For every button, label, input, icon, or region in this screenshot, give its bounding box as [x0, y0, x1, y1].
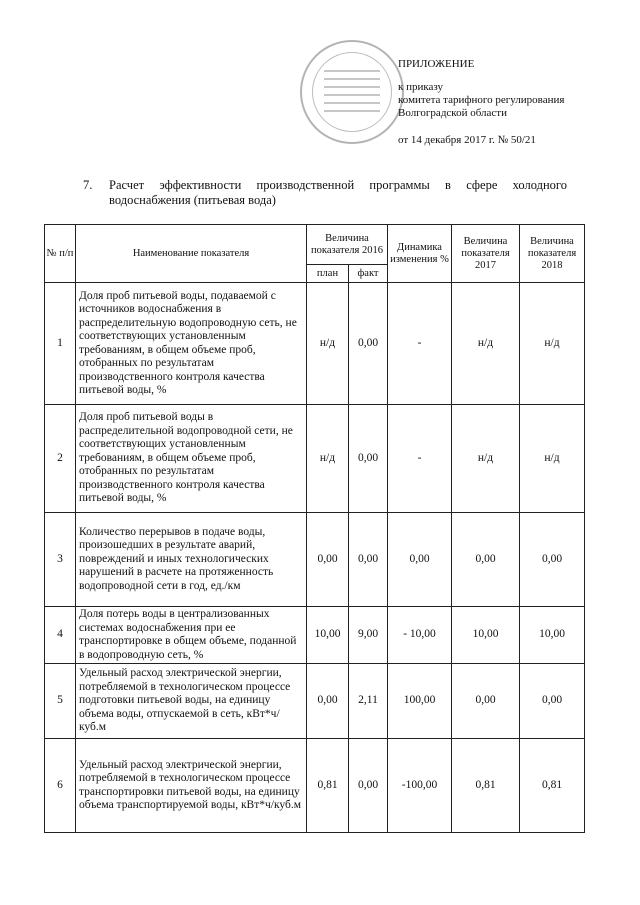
row-name: Удельный расход электрической энергии, потребляемой в технологическом процессе транспортировки питьевой воды, на единицу объема транспортируемой воды, кВт*ч/куб.м — [76, 739, 307, 833]
row-value-2017: 0,00 — [452, 513, 520, 607]
row-value-2017: 10,00 — [452, 607, 520, 664]
section-heading — [83, 178, 567, 208]
row-num: 6 — [45, 739, 76, 833]
table-row — [45, 283, 585, 405]
row-fact: 9,00 — [349, 607, 388, 664]
official-seal — [300, 40, 404, 144]
row-plan: н/д — [307, 283, 349, 405]
row-value-2018: н/д — [520, 283, 585, 405]
row-fact: 0,00 — [349, 405, 388, 513]
row-dynamics: 0,00 — [388, 513, 452, 607]
appendix-title: ПРИЛОЖЕНИЕ — [398, 58, 475, 70]
row-name: Доля проб питьевой воды, подаваемой с источников водоснабжения в распределительную водопроводную сеть, не соответствующих установленным требованиям, в общем объеме проб, отобранных по результатам производственного контроля качества питьевой воды, % — [76, 283, 307, 405]
appendix-date: от 14 декабря 2017 г. № 50/21 — [398, 134, 536, 146]
table-row — [45, 513, 585, 607]
header-plan: план — [307, 265, 349, 283]
appendix-block — [398, 58, 564, 147]
appendix-line3: Волгоградской области — [398, 107, 507, 119]
row-value-2017: н/д — [452, 283, 520, 405]
header-name: Наименование показателя — [76, 225, 307, 283]
row-plan: 10,00 — [307, 607, 349, 664]
row-value-2017: 0,81 — [452, 739, 520, 833]
header-fact: факт — [349, 265, 388, 283]
row-plan: 0,00 — [307, 513, 349, 607]
row-value-2018: н/д — [520, 405, 585, 513]
row-value-2017: н/д — [452, 405, 520, 513]
table-row — [45, 405, 585, 513]
section-title: Расчет эффективности производственной программы в сфере холодного водоснабжения (питьевая вода) — [109, 178, 567, 207]
row-value-2018: 0,00 — [520, 664, 585, 739]
section-number: 7. — [83, 178, 93, 192]
appendix-line1: к приказу — [398, 81, 444, 93]
row-num: 2 — [45, 405, 76, 513]
table-row — [45, 607, 585, 664]
header-value-2018: Величина показателя 2018 — [520, 225, 585, 283]
row-num: 3 — [45, 513, 76, 607]
row-fact: 0,00 — [349, 283, 388, 405]
appendix-line2: комитета тарифного регулирования — [398, 94, 565, 106]
table-row — [45, 739, 585, 833]
row-fact: 0,00 — [349, 513, 388, 607]
header-num: № п/п — [45, 225, 76, 283]
row-num: 5 — [45, 664, 76, 739]
row-dynamics: 100,00 — [388, 664, 452, 739]
row-num: 1 — [45, 283, 76, 405]
row-fact: 2,11 — [349, 664, 388, 739]
row-name: Доля потерь воды в централизованных системах водоснабжения при ее транспортировке в общем объеме, поданной в водопроводную сеть, % — [76, 607, 307, 664]
header-value-2016: Величина показателя 2016 — [307, 225, 388, 265]
row-name: Удельный расход электрической энергии, потребляемой в технологическом процессе подготовки питьевой воды, на единицу объема воды, отпускаемой в сеть, кВт*ч/куб.м — [76, 664, 307, 739]
row-value-2018: 0,00 — [520, 513, 585, 607]
row-dynamics: -100,00 — [388, 739, 452, 833]
efficiency-table — [44, 224, 585, 833]
row-num: 4 — [45, 607, 76, 664]
row-name: Доля проб питьевой воды в распределительной водопроводной сети, не соответствующих установленным требованиям, в общем объеме проб, отобранных по результатам производственного контроля качества питьевой воды, % — [76, 405, 307, 513]
row-dynamics: - — [388, 405, 452, 513]
header-value-2017: Величина показателя 2017 — [452, 225, 520, 283]
row-plan: 0,00 — [307, 664, 349, 739]
row-value-2017: 0,00 — [452, 664, 520, 739]
row-name: Количество перерывов в подаче воды, произошедших в результате аварий, повреждений и иных технологических нарушений в расчете на протяженность водопроводной сети в год, ед./км — [76, 513, 307, 607]
row-plan: н/д — [307, 405, 349, 513]
row-plan: 0,81 — [307, 739, 349, 833]
row-fact: 0,00 — [349, 739, 388, 833]
row-value-2018: 0,81 — [520, 739, 585, 833]
header-dynamics: Динамика изменения % — [388, 225, 452, 283]
row-dynamics: - — [388, 283, 452, 405]
table-row — [45, 664, 585, 739]
row-value-2018: 10,00 — [520, 607, 585, 664]
row-dynamics: - 10,00 — [388, 607, 452, 664]
